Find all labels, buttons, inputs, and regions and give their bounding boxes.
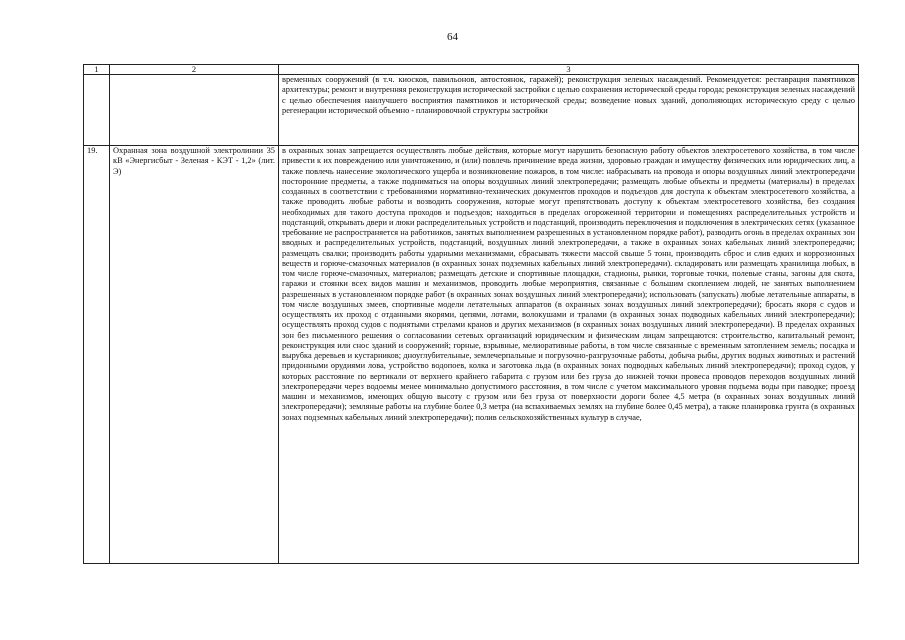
page-number: 64 xyxy=(447,31,458,43)
zone-name-cell: Охранная зона воздушной электролинии 35 кВ «Энергисбыт - Зеленая - КЭТ - 1,2» (лит. Э) xyxy=(110,146,279,564)
row-number-cell: 19. xyxy=(84,146,110,564)
row-number-cell xyxy=(84,75,110,146)
column-header-3: 3 xyxy=(279,65,859,75)
restrictions-table xyxy=(83,64,859,564)
regulation-text-cell: временных сооружений (в т.ч. киосков, павильонов, автостоянок, гаражей); реконструкция зеленых насаждений. Рекомендуется: реставрация памятников архитектуры; ремонт и внутренняя реконструкция исторической застройки с целью сохранения исторической среды города; реконструкция зеленых насаждений с целью обеспечения наилучшего восприятия памятников и исторической среды; возведение новых зданий, дополняющих историческую среду с целью регенерации исторической объемно - планировочной структуры застройки xyxy=(279,75,859,146)
table-row-19 xyxy=(84,146,859,564)
table-row-continuation xyxy=(84,75,859,146)
column-header-1: 1 xyxy=(84,65,110,75)
column-header-2: 2 xyxy=(110,65,279,75)
zone-name-cell xyxy=(110,75,279,146)
table-header-row xyxy=(84,65,859,75)
regulation-text-cell: в охранных зонах запрещается осуществлять любые действия, которые могут нарушить безопасную работу объектов электросетевого хозяйства, в том числе привести к их повреждению или уничтожению, и (или) повлечь причинение вреда жизни, здоровью граждан и имуществу физических или юридических лиц, а также повлечь нанесение экологического ущерба и возникновение пожаров, в том числе: набрасывать на провода и опоры воздушных линий электропередачи посторонние предметы, а также подниматься на опоры воздушных линий электропередачи; размещать любые объекты и предметы (материалы) в пределах созданных в соответствии с требованиями нормативно-технических документов проходов и подъездов для доступа к объектам электросетевого хозяйства, а также проводить любые работы и возводить сооружения, которые могут препятствовать доступу к объектам электросетевого хозяйства, без создания необходимых для такого доступа проходов и подъездов; находиться в пределах огороженной территории и помещениях распределительных устройств и подстанций, открывать двери и люки распределительных устройств и подстанций, производить переключения и подключения в электрических сетях (указанное требование не распространяется на работников, занятых выполнением разрешенных в установленном порядке работ), разводить огонь в пределах охранных зон вводных и распределительных устройств, подстанций, воздушных линий электропередачи, а также в охранных зонах кабельных линий электропередачи; размещать свалки; производить работы ударными механизмами, сбрасывать тяжести массой свыше 5 тонн, производить сброс и слив едких и коррозионных веществ и горюче-смазочных материалов (в охранных зонах подземных кабельных линий электропередачи). складировать или размещать хранилища любых, в том числе горюче-смазочных, материалов; размещать детские и спортивные площадки, стадионы, рынки, торговые точки, полевые станы, загоны для скота, гаражи и стоянки всех видов машин и механизмов, проводить любые мероприятия, связанные с большим скоплением людей, не занятых выполнением разрешенных в установленном порядке работ (в охранных зонах воздушных линий электропередачи); использовать (запускать) любые летательные аппараты, в том числе воздушных змеев, спортивные модели летательных аппаратов (в охранных зонах воздушных линий электропередачи); бросать якоря с судов и осуществлять их проход с отданными якорями, цепями, лотами, волокушами и тралами (в охранных зонах подводных кабельных линий электропередачи); осуществлять проход судов с поднятыми стрелами кранов и других механизмов (в охранных зонах воздушных линий электропередачи). В пределах охранных зон без письменного решения о согласовании сетевых организаций юридическим и физическим лицам запрещаются: строительство, капитальный ремонт, реконструкция или снос зданий и сооружений; горные, взрывные, мелиоративные работы, в том числе связанные с временным затоплением земель; посадка и вырубка деревьев и кустарников; дноуглубительные, землечерпальные и погрузочно-разгрузочные работы, добыча рыбы, других водных животных и растений придонными орудиями лова, устройство водопоев, колка и заготовка льда (в охранных зонах подводных кабельных линий электропередачи); проход судов, у которых расстояние по вертикали от верхнего крайнего габарита с грузом или без груза до нижней точки провеса проводов переходов воздушных линий электропередачи через водоемы менее минимально допустимого расстояния, в том числе с учетом максимального уровня подъема воды при паводке; проезд машин и механизмов, имеющих общую высоту с грузом или без груза от поверхности дороги более 4,5 метра (в охранных зонах воздушных линий электропередачи); земляные работы на глубине более 0,3 метра (на вспахиваемых землях на глубине более 0,45 метра), а также планировка грунта (в охранных зонах подземных кабельных линий электропередачи); полив сельскохозяйственных культур в случае, xyxy=(279,146,859,564)
